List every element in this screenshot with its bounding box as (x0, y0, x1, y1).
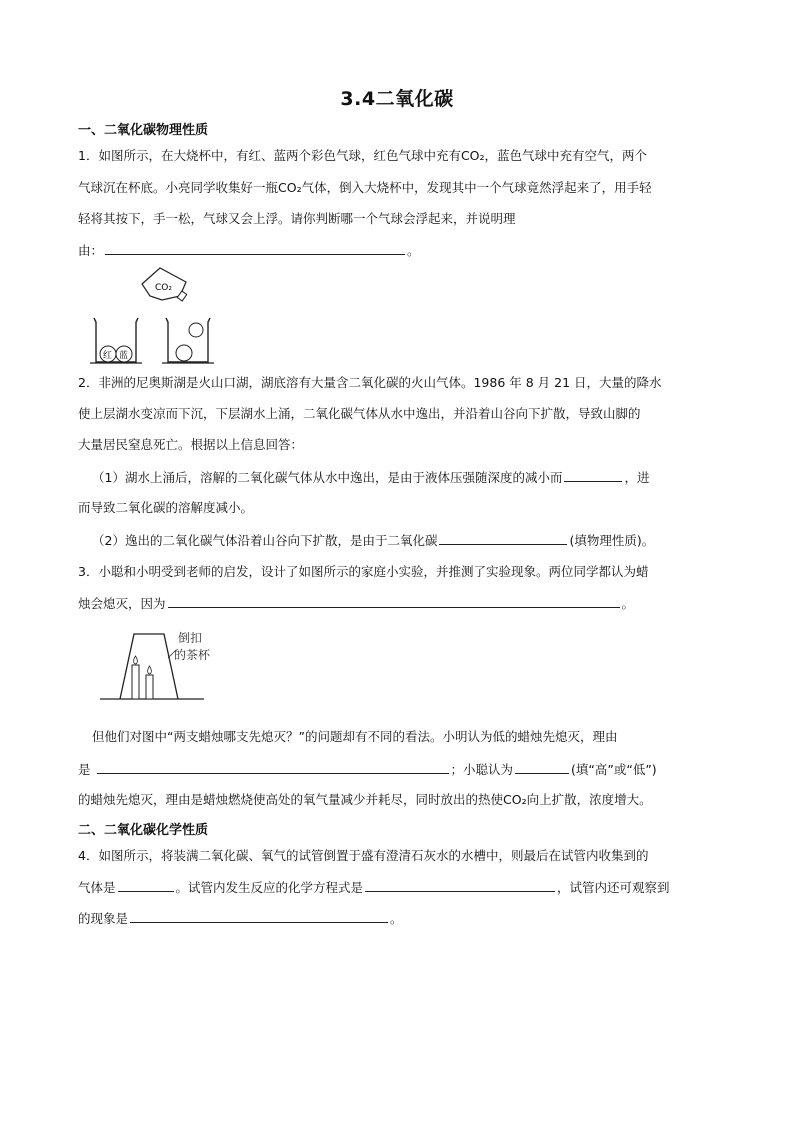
q3-line1: 3．小聪和小明受到老师的启发，设计了如图所示的家庭小实验，并推测了实验现象。两位同学都认为蜡 (78, 564, 649, 579)
q2-sub1-line (92, 469, 649, 486)
q3-line5: 的蜡烛先熄灭，理由是蜡烛燃烧使高处的氧气量减少并耗尽，同时放出的热使CO₂向上扩散，浓度增大。 (78, 792, 652, 807)
q4-line2 (78, 879, 670, 896)
q3-xiaocong-choice-blank[interactable] (515, 761, 569, 774)
q2-sub2-suffix: (填物理性质)。 (569, 533, 655, 548)
q4-line2-suffix: ，试管内还可观察到 (557, 880, 670, 895)
q4-line3-suffix: 。 (390, 911, 403, 926)
q4-line3 (78, 910, 403, 927)
q2-sub1-suffix: ，进 (624, 470, 650, 485)
co2-bottle-icon (142, 268, 187, 301)
cup-candle-figure (100, 626, 230, 702)
q1-suffix: 。 (407, 243, 420, 258)
section-heading-physical: 一、二氧化碳物理性质 (78, 123, 209, 138)
beaker-figure (86, 266, 226, 366)
bottle-label: CO₂ (155, 283, 172, 293)
q1-line4 (78, 242, 420, 259)
q3-reason-blank[interactable] (168, 595, 620, 608)
cup-label-line1: 倒扣 (178, 631, 203, 645)
q3-line4 (78, 761, 657, 778)
low-candle-icon (146, 666, 153, 699)
section-heading-chemical: 二、二氧化碳化学性质 (78, 823, 209, 838)
q2-line3: 大量居民窒息死亡。根据以上信息回答： (78, 437, 304, 452)
high-candle-icon (132, 656, 139, 699)
red-balloon-label: 红 (103, 351, 113, 361)
page-title: 3.4二氧化碳 (340, 88, 454, 110)
left-beaker-icon (90, 318, 142, 363)
q1-line2: 气球沉在杯底。小亮同学收集好一瓶CO₂气体，倒入大烧杯中，发现其中一个气球竟然浮起来了，用手轻 (78, 180, 652, 195)
q2-sub1-cont: 而导致二氧化碳的溶解度减小。 (78, 500, 254, 515)
q3-line4-prefix: 是 (78, 762, 91, 777)
q2-sub2-blank[interactable] (439, 532, 567, 545)
q2-sub2-text: （2）逸出的二氧化碳气体沿着山谷向下扩散，是由于二氧化碳 (92, 533, 438, 548)
q2-sub1-text: （1）湖水上涌后，溶解的二氧化碳气体从水中逸出，是由于液体压强随深度的减小而 (92, 470, 563, 485)
q1-line3: 轻将其按下，手一松，气球又会上浮。请你判断哪一个气球会浮起来，并说明理 (78, 211, 516, 226)
q4-line2-mid: 。试管内发生反应的化学方程式是 (175, 880, 364, 895)
right-beaker-icon (162, 318, 214, 363)
q3-line2 (78, 595, 634, 612)
q4-line3-prefix: 的现象是 (78, 911, 129, 926)
q2-line2: 使上层湖水变凉而下沉，下层湖水上涌，二氧化碳气体从水中逸出，并沿着山谷向下扩散，导致山脚的 (78, 406, 641, 421)
q4-phenomenon-blank[interactable] (130, 910, 388, 923)
cup-label-line2: 的茶杯 (174, 648, 211, 662)
blue-balloon-label: 蓝 (119, 351, 129, 361)
q3-line4-suffix: (填“高”或“低”) (571, 762, 657, 777)
q3-suffix: 。 (621, 596, 635, 611)
q1-answer-blank[interactable] (105, 242, 405, 255)
q1-prefix: 由： (78, 243, 104, 258)
q1-line1: 1．如图所示，在大烧杯中，有红、蓝两个彩色气球，红色气球中充有CO₂，蓝色气球中充有空气，两个 (78, 148, 648, 163)
q2-line1: 2．非洲的尼奥斯湖是火山口湖，湖底溶有大量含二氧化碳的火山气体。1986 年 8 月 21 日，大量的降水 (78, 375, 662, 390)
q3-line4-mid: ；小聪认为 (450, 762, 514, 777)
q4-line2-prefix: 气体是 (78, 880, 116, 895)
q2-sub2-line (92, 532, 654, 549)
q3-prefix: 烛会熄灭，因为 (78, 596, 166, 611)
q4-equation-blank[interactable] (365, 879, 555, 892)
q2-sub1-blank[interactable] (564, 469, 622, 482)
q4-gas-blank[interactable] (118, 879, 174, 892)
q3-line3: 但他们对图中“两支蜡烛哪支先熄灭？”的问题却有不同的看法。小明认为低的蜡烛先熄灭，理由 (92, 729, 618, 744)
q4-line1: 4．如图所示，将装满二氧化碳、氧气的试管倒置于盛有澄清石灰水的水槽中，则最后在试管内收集到的 (78, 848, 649, 863)
q3-xiaoming-reason-blank[interactable] (97, 761, 449, 774)
